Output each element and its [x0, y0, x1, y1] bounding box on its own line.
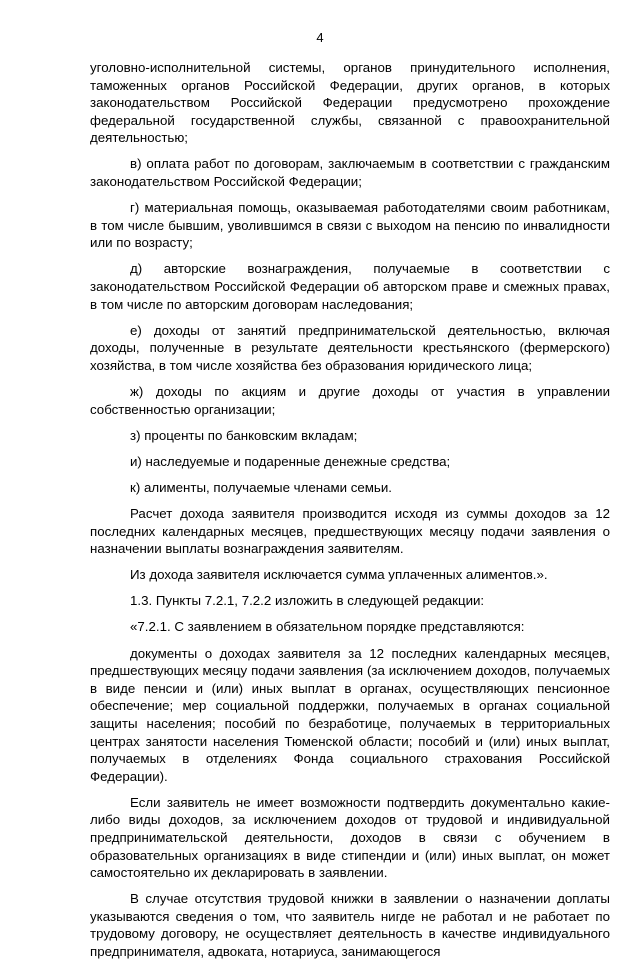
paragraph-clause-1-3: 1.3. Пункты 7.2.1, 7.2.2 изложить в следующей редакции:: [130, 593, 485, 609]
paragraph-clause-7-2-1: «7.2.1. С заявлением в обязательном порядке представляются:: [130, 619, 525, 635]
paragraph-item-e: е) доходы от занятий предпринимательской деятельностью, включая доходы, полученные в результате деятельности крестьянского (фермерского) хозяйства, в том числе хозяйства без образования юридического лица;: [90, 322, 610, 373]
paragraph-income-documents: документы о доходах заявителя за 12 последних календарных месяцев, предшествующих месяцу подачи заявления (за исключением доходов, получаемых в виде пенсии и (или) иных выплат в органах, осуществляющих пенсионное обеспечение; мер социальной поддержки, получаемых в органах социальной защиты населения; пособий по безработице, получаемых в территориальных центрах занятости населения Тюменской области; пособий и (или) иных выплат, получаемых в отделениях Фонда социального страхования Российской Федерации).: [90, 645, 610, 784]
document-body: [90, 59, 610, 969]
paragraph-continuation: уголовно-исполнительной системы, органов принудительного исполнения, таможенных органов Российской Федерации, других органов, в которых законодательством Российской Федерации предусмотрено прохождение федеральной государственной службы, связанной с правоохранительной деятельностью;: [90, 60, 610, 146]
paragraph-item-d: д) авторские вознаграждения, получаемые в соответствии с законодательством Российской Федерации об авторском праве и смежных правах, в том числе по авторским договорам наследования;: [90, 261, 610, 312]
paragraph-declaration: Если заявитель не имеет возможности подтвердить документально какие-либо виды доходов, за исключением доходов от трудовой и индивидуальной предпринимательской деятельности, доходов в связи с обучением в образовательных организациях в виде стипендии и (или) иных выплат, он может самостоятельно их декларировать в заявлении.: [90, 794, 610, 881]
paragraph-alimony-exclusion: Из дохода заявителя исключается сумма уплаченных алиментов.».: [130, 567, 548, 583]
paragraph-no-employment-record: В случае отсутствия трудовой книжки в заявлении о назначении доплаты указываются сведения о том, что заявитель нигде не работал и не работает по трудовому договору, не осуществляет деятельность в качестве индивидуального предпринимателя, адвоката, нотариуса, занимающегося: [90, 891, 610, 960]
paragraph-item-zh: ж) доходы по акциям и другие доходы от участия в управлении собственностью организации;: [90, 384, 610, 417]
paragraph-item-g: г) материальная помощь, оказываемая работодателями своим работникам, в том числе бывшим, уволившимся в связи с выходом на пенсию по инвалидности или по возрасту;: [90, 200, 610, 251]
paragraph-item-v: в) оплата работ по договорам, заключаемым в соответствии с гражданским законодательством Российской Федерации;: [90, 156, 610, 190]
paragraph-item-k: к) алименты, получаемые членами семьи.: [130, 479, 392, 495]
paragraph-item-i: и) наследуемые и подаренные денежные средства;: [130, 453, 451, 469]
page-number: 4: [316, 30, 324, 45]
paragraph-item-z: з) проценты по банковским вкладам;: [130, 427, 358, 443]
paragraph-income-calculation: Расчет дохода заявителя производится исходя из суммы доходов за 12 последних календарных месяцев, предшествующих месяцу подачи заявления о назначении выплаты вознаграждения заявителям.: [90, 505, 610, 557]
